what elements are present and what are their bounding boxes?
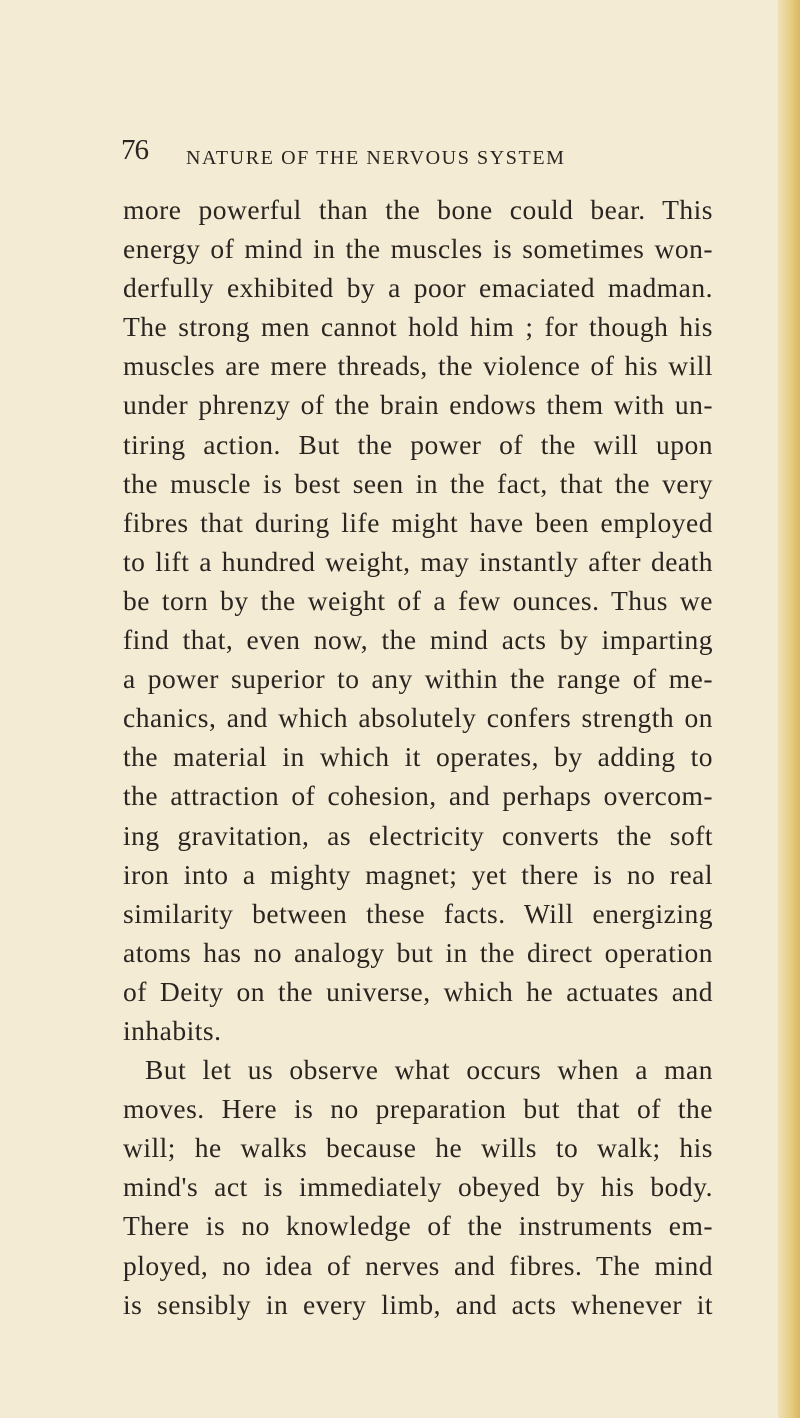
text-line: tiring action. But the power of the will upon — [123, 428, 713, 460]
text-line: under phrenzy of the brain endows them with un- — [123, 389, 713, 421]
text-line: more powerful than the bone could bear. This — [123, 194, 713, 225]
running-head: NATURE OF THE NERVOUS SYSTEM — [186, 147, 566, 169]
page-number: 76 — [121, 134, 148, 166]
text-line: mind's act is immediately obeyed by his body. — [123, 1171, 713, 1203]
text-line: iron into a mighty magnet; yet there is no real — [123, 858, 713, 890]
text-line: atoms has no analogy but in the direct operation — [123, 936, 713, 968]
text-line: ing gravitation, as electricity converts the soft — [123, 819, 713, 851]
text-line: is sensibly in every limb, and acts whenever it — [123, 1288, 713, 1320]
text-line: There is no knowledge of the instruments em- — [123, 1210, 713, 1242]
text-line: muscles are mere threads, the violence of his will — [123, 350, 713, 382]
text-line: be torn by the weight of a few ounces. Thus we — [123, 584, 713, 616]
text-line: fibres that during life might have been employed — [123, 506, 713, 538]
text-line: The strong men cannot hold him ; for though his — [123, 311, 713, 343]
text-line-paragraph-end: inhabits. — [123, 1014, 222, 1046]
text-line: ployed, no idea of nerves and fibres. The mind — [123, 1249, 713, 1281]
text-line: a power superior to any within the range of me- — [123, 663, 713, 695]
text-line-paragraph-start: But let us observe what occurs when a man — [145, 1054, 713, 1086]
text-line: to lift a hundred weight, may instantly after death — [123, 545, 713, 577]
text-line: chanics, and which absolutely confers strength on — [123, 702, 713, 734]
text-line: of Deity on the universe, which he actuates and — [123, 975, 713, 1007]
text-line: will; he walks because he wills to walk; his — [123, 1132, 713, 1164]
body-text — [123, 190, 723, 1324]
text-line: find that, even now, the mind acts by imparting — [123, 624, 713, 656]
text-line: moves. Here is no preparation but that of the — [123, 1093, 713, 1125]
text-line: the material in which it operates, by adding to — [123, 741, 713, 773]
text-line: the muscle is best seen in the fact, that the very — [123, 467, 713, 499]
text-line: energy of mind in the muscles is sometimes won- — [123, 233, 713, 265]
page-edge — [778, 0, 800, 1418]
text-line: similarity between these facts. Will energizing — [123, 897, 713, 929]
text-line: the attraction of cohesion, and perhaps overcom- — [123, 780, 713, 812]
text-line: derfully exhibited by a poor emaciated madman. — [123, 272, 713, 304]
